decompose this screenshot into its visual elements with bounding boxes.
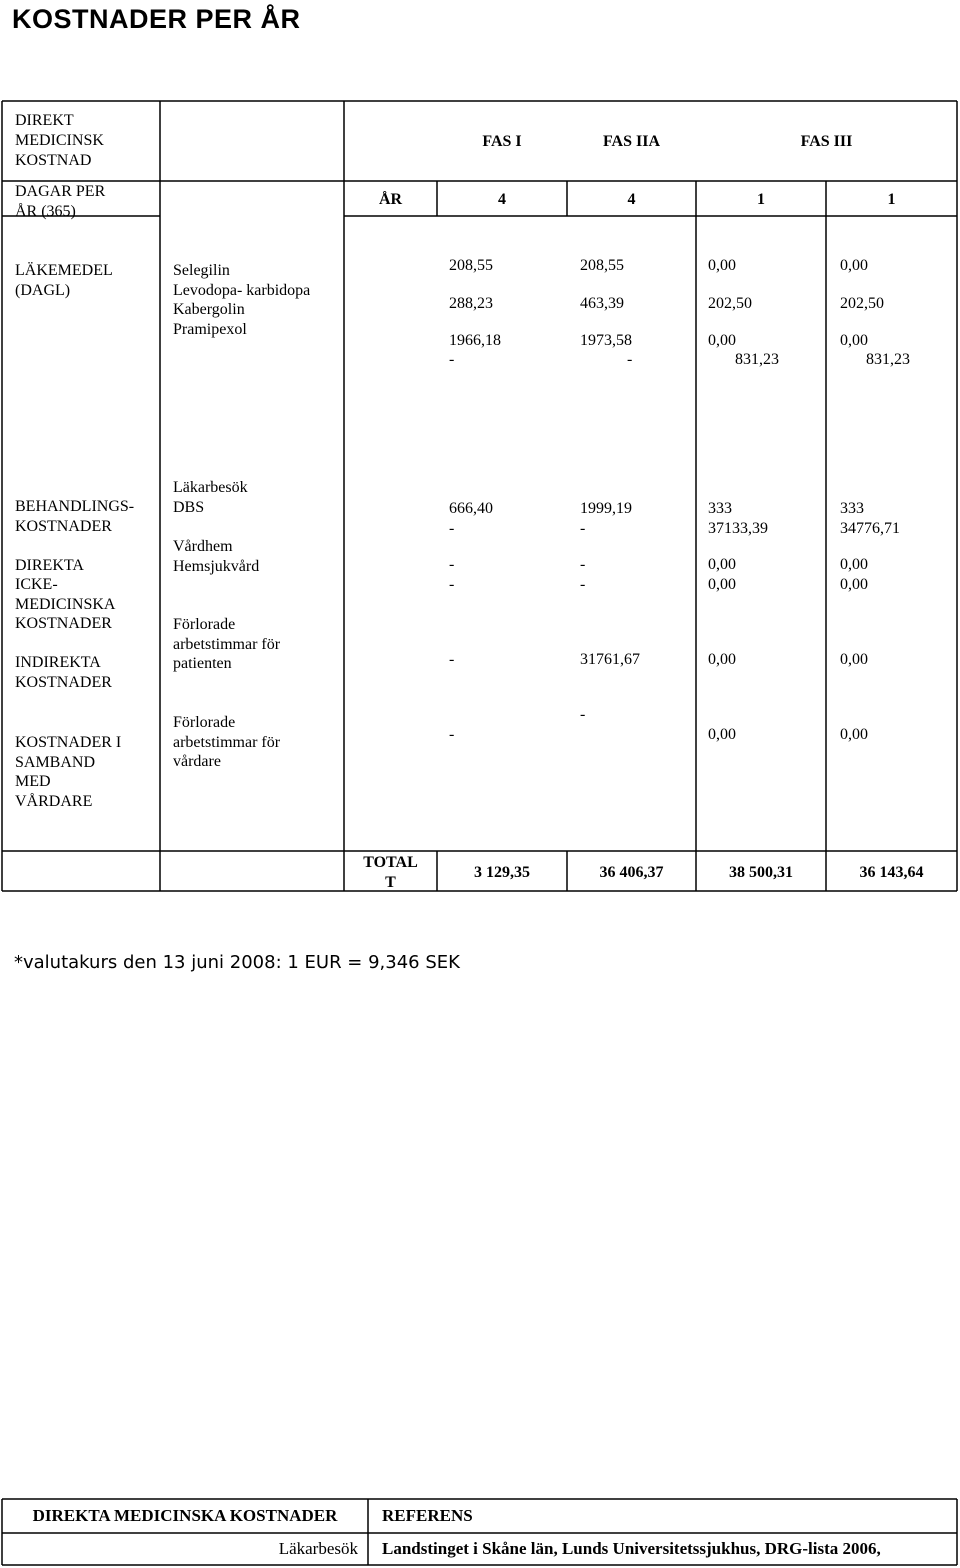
other-col3-b: 0,00 0,00 <box>708 556 736 593</box>
reference-right-cell: Landstinget i Skåne län, Lunds Universitetssjukhus, DRG-lista 2006, <box>382 1539 881 1558</box>
med-col3-v1: 0,00 <box>708 257 736 274</box>
other-col4-b: 0,00 0,00 <box>840 556 868 593</box>
reference-right-header: REFERENS <box>382 1506 473 1525</box>
other-col2-a: 1999,19 - <box>580 500 632 537</box>
med-col3-v2: 202,50 <box>708 295 752 312</box>
med-col3-v3: 0,00 <box>708 332 736 349</box>
med-col4-v2: 202,50 <box>840 295 884 312</box>
med-col2-v2: 463,39 <box>580 295 624 312</box>
phase-1-header: FAS I <box>482 133 522 150</box>
exchange-rate-note: *valutakurs den 13 juni 2008: 1 EUR = 9,346 SEK <box>14 952 460 973</box>
total-value-2: 36 406,37 <box>599 864 664 881</box>
med-col4-v4: 831,23 <box>866 351 910 368</box>
other-col1-c: - <box>449 651 455 668</box>
year-value-1: 4 <box>498 191 506 208</box>
total-value-1: 3 129,35 <box>474 864 530 881</box>
med-col4-v3: 0,00 <box>840 332 868 349</box>
other-col3-c: 0,00 <box>708 651 736 668</box>
other-cost-labels: BEHANDLINGS- KOSTNADER DIREKTA ICKE- MEDICINSKA KOSTNADER INDIREKTA KOSTNADER <box>15 498 135 691</box>
total-value-4: 36 143,64 <box>859 864 924 881</box>
year-label: ÅR <box>378 191 403 208</box>
total-value-3: 38 500,31 <box>729 864 793 881</box>
med-col2-v4: - <box>627 351 633 368</box>
phase-3-header: FAS III <box>800 133 853 150</box>
medicine-items: Selegilin Levodopa- karbidopa Kabergolin Pramipexol <box>173 262 311 338</box>
med-col2-v3: 1973,58 <box>580 332 632 349</box>
med-col1-v2: 288,23 <box>449 295 493 312</box>
other-col2-c: 31761,67 <box>580 651 640 668</box>
items-visits: Läkarbesök DBS <box>173 479 248 516</box>
days-label: DAGAR PER ÅR (365) <box>15 183 106 220</box>
med-col1-v3: 1966,18 <box>449 332 501 349</box>
med-col1-v4: - <box>449 351 455 368</box>
items-patient-hours: Förlorade arbetstimmar för patienten <box>173 616 281 672</box>
med-col2-v1: 208,55 <box>580 257 624 274</box>
med-col3-v4: 831,23 <box>735 351 779 368</box>
other-col4-a: 333 34776,71 <box>840 500 900 537</box>
other-col1-d: - <box>449 726 455 743</box>
med-col1-v1: 208,55 <box>449 257 493 274</box>
caregiver-cost-label: KOSTNADER I SAMBAND MED VÅRDARE <box>15 734 122 810</box>
items-care: Vårdhem Hemsjukvård <box>173 538 260 575</box>
year-value-4: 1 <box>887 191 896 208</box>
other-col1-b: - - <box>449 556 455 593</box>
other-col2-d: - <box>580 706 586 723</box>
other-col3-a: 333 37133,39 <box>708 500 768 537</box>
header-label: DIREKT MEDICINSK KOSTNAD <box>15 112 104 169</box>
total-label: TOTAL T <box>363 854 418 891</box>
other-col1-a: 666,40 - <box>449 500 493 537</box>
other-col4-c: 0,00 <box>840 651 868 668</box>
year-value-2: 4 <box>627 191 636 208</box>
year-value-3: 1 <box>757 191 765 208</box>
medicine-label: LÄKEMEDEL (DAGL) <box>15 262 113 299</box>
reference-left-header: DIREKTA MEDICINSKA KOSTNADER <box>32 1506 338 1525</box>
phase-2-header: FAS IIA <box>602 133 661 150</box>
med-col4-v1: 0,00 <box>840 257 868 274</box>
reference-left-cell: Läkarbesök <box>278 1539 358 1558</box>
other-col2-b: - - <box>580 556 586 593</box>
other-col3-d: 0,00 <box>708 726 736 743</box>
page-title: KOSTNADER PER ÅR <box>12 4 301 34</box>
items-caregiver-hours: Förlorade arbetstimmar för vårdare <box>173 714 281 770</box>
other-col4-d: 0,00 <box>840 726 868 743</box>
